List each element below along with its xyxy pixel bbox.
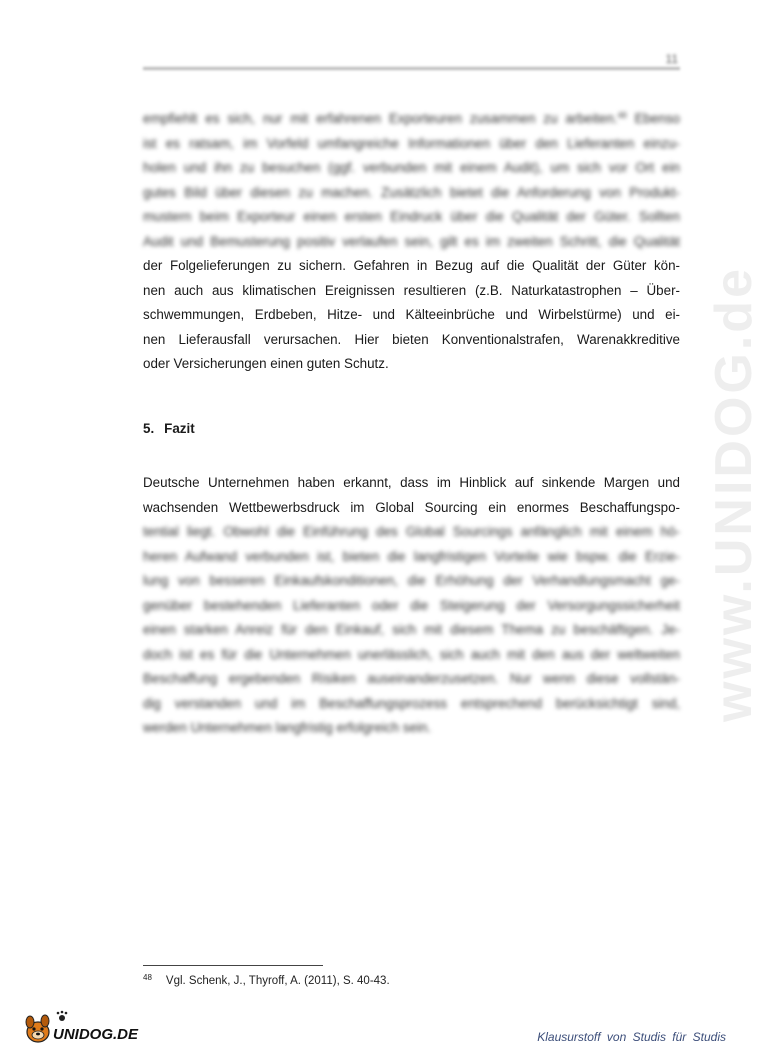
- text-line: ist es ratsam, im Vorfeld umfangreiche Informationen über den Lieferanten einzu-: [143, 135, 680, 151]
- section-title: Fazit: [164, 421, 195, 436]
- text-line: Beschaffung ergebenden Risiken auseinanderzusetzen. Nur wenn diese vollstän-: [143, 671, 680, 686]
- text-line: gutes Bild über diesen zu machen. Zusätzlich bietet die Anforderung von Produkt-: [143, 184, 680, 200]
- text-line: Audit und Bemusterung positiv verlaufen sein, gilt es im zweiten Schritt, die Qualität: [143, 233, 680, 249]
- text-line: der Folgelieferungen zu sichern. Gefahren in Bezug auf die Qualität der Güter kön-: [143, 258, 680, 273]
- text-line: schwemmungen, Erdbeben, Hitze- und Kälteeinbrüche und Wirbelstürme) und ei-: [143, 307, 680, 322]
- text-line: dig verstanden und im Beschaffungsprozess entsprechend berücksichtigt sind,: [143, 695, 680, 711]
- footnote-number: 48: [143, 973, 152, 982]
- footnote: [143, 973, 390, 987]
- text-line: mustern beim Exporteur einen ersten Eindruck über die Qualität der Güter. Sollten: [143, 209, 680, 224]
- footnote-reference: 48: [617, 111, 627, 120]
- watermark: www.UNIDOG.de: [705, 266, 763, 722]
- footnote-divider: [143, 965, 323, 966]
- page-number: 11: [665, 52, 678, 66]
- text-line: tential liegt. Obwohl die Einführung des Global Sourcings anfänglich mit einem hö-: [143, 524, 680, 539]
- text-line: genüber bestehenden Lieferanten oder die Steigerung der Versorgungssicherheit: [143, 597, 680, 613]
- text-line: nen Lieferausfall verursachen. Hier bieten Konventionalstrafen, Warenakkreditive: [143, 331, 680, 347]
- text-line: einen starken Anreiz für den Einkauf, sich mit diesem Thema zu beschäftigen. Je-: [143, 622, 680, 637]
- text-line: werden Unternehmen langfristig erfolgreich sein.: [143, 720, 432, 735]
- text-line: holen und ihn zu besuchen (ggf. verbunden mit einem Audit), um sich vor Ort ein: [143, 160, 680, 175]
- text-line: heren Aufwand verbunden ist, bieten die langfristigen Vorteile wie bspw. die Erzie-: [143, 548, 680, 564]
- text-line: lung von besseren Einkaufskonditionen, die Erhöhung der Verhandlungsmacht ge-: [143, 573, 680, 588]
- footnote-text: Vgl. Schenk, J., Thyroff, A. (2011), S. 40-43.: [165, 975, 390, 987]
- paragraph-conclusion: [143, 471, 680, 741]
- paw-icon: [57, 1011, 68, 1021]
- footer-slogan: Klausurstoff von Studis für Studis: [537, 1030, 726, 1044]
- section-number: 5.: [143, 421, 155, 436]
- unidog-logo[interactable]: [22, 1010, 152, 1046]
- dog-icon: [26, 1015, 49, 1042]
- text-line: doch ist es für die Unternehmen unerlässlich, sich auch mit den aus der weltweiten: [143, 646, 680, 662]
- logo-text: UNIDOG.DE: [53, 1026, 139, 1043]
- text-line: nen auch aus klimatischen Ereignissen resultieren (z.B. Naturkatastrophen – Über-: [143, 282, 680, 298]
- header-rule: [143, 67, 680, 70]
- section-heading: [143, 421, 195, 436]
- paragraph-risk-quality: [143, 104, 680, 377]
- text-line: oder Versicherungen einen guten Schutz.: [143, 356, 389, 371]
- text-line: wachsenden Wettbewerbsdruck im Global Sourcing ein enormes Beschaffungspo-: [143, 499, 680, 515]
- text-line: empfiehlt es sich, nur mit erfahrenen Exporteuren zusammen zu arbeiten.$^{48}$ Ebenso: [143, 111, 680, 126]
- text-line: Deutsche Unternehmen haben erkannt, dass im Hinblick auf sinkende Margen und: [143, 475, 680, 490]
